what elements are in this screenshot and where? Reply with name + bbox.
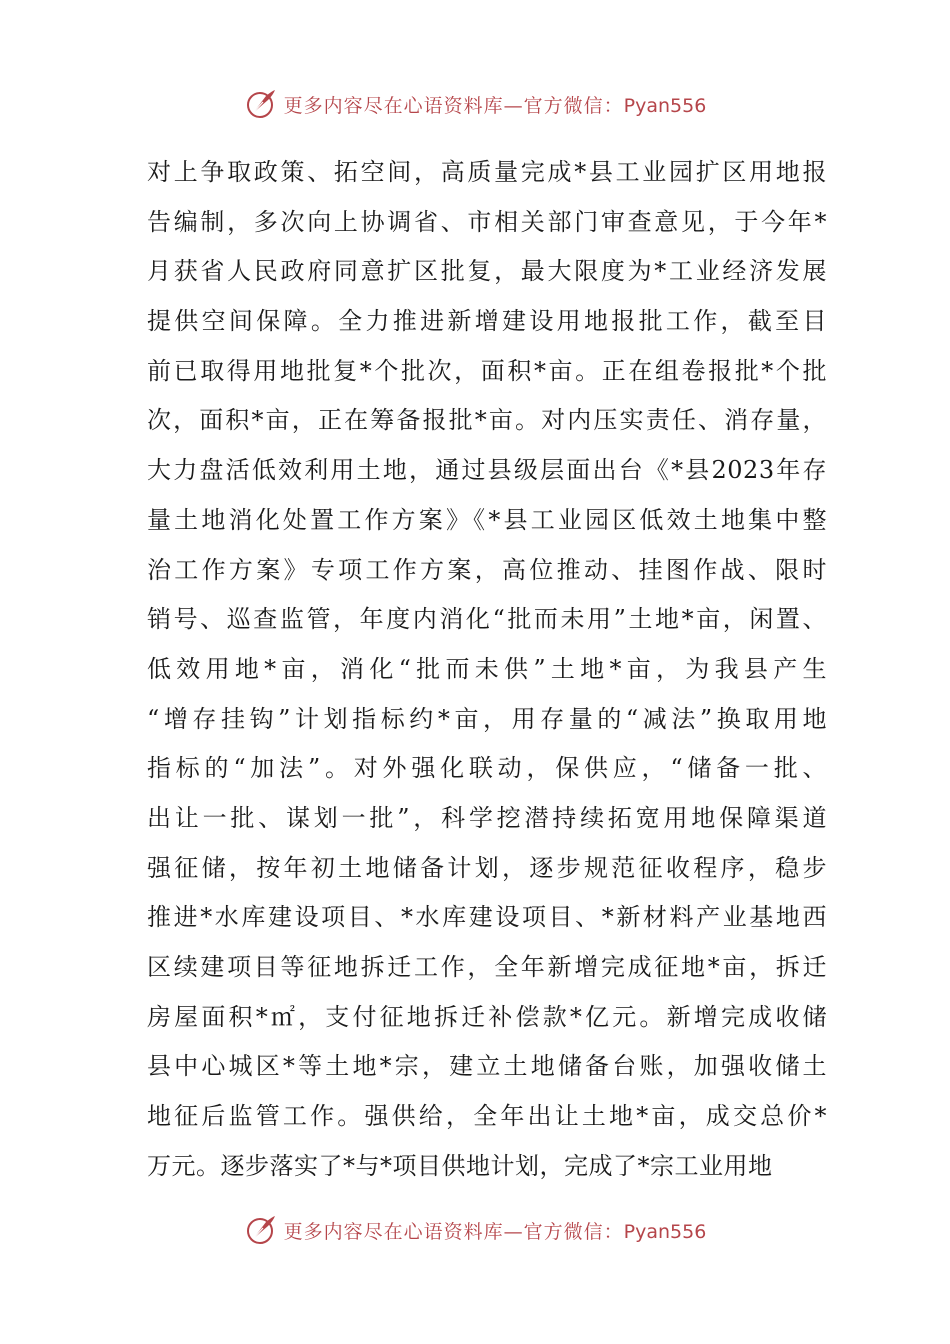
watermark-header xyxy=(0,84,950,124)
text-line: 指标的“加法”。对外强化联动，保供应，“储备一批、 xyxy=(147,754,827,783)
text-line: 强征储，按年初土地储备计划，逐步规范征收程序，稳步 xyxy=(147,853,827,882)
text-line: 推进*水库建设项目、*水库建设项目、*新材料产业基地西 xyxy=(147,903,827,932)
watermark-footer xyxy=(0,1210,950,1250)
text-line: 次，面积*亩，正在筹备报批*亩。对内压实责任、消存量， xyxy=(147,406,827,435)
text-line: 提供空间保障。全力推进新增建设用地报批工作，截至目 xyxy=(147,307,827,336)
pen-feather-circle-icon xyxy=(244,1213,278,1247)
text-line: “增存挂钩”计划指标约*亩，用存量的“减法”换取用地 xyxy=(147,704,827,733)
text-line: 月获省人民政府同意扩区批复，最大限度为*工业经济发展 xyxy=(147,257,827,286)
text-line: 治工作方案》专项工作方案，高位推动、挂图作战、限时 xyxy=(147,555,827,584)
text-line: 大力盘活低效利用土地，通过县级层面出台《*县2023年存 xyxy=(147,456,827,485)
text-line: 万元。逐步落实了*与*项目供地计划，完成了*宗工业用地 xyxy=(147,1151,773,1180)
text-line: 告编制，多次向上协调省、市相关部门审查意见，于今年* xyxy=(147,207,827,236)
text-line: 地征后监管工作。强供给，全年出让土地*亩，成交总价* xyxy=(147,1102,827,1131)
pen-feather-circle-icon xyxy=(244,87,278,121)
document-body xyxy=(147,148,827,1191)
text-line: 出让一批、谋划一批”，科学挖潜持续拓宽用地保障渠道 xyxy=(147,803,827,832)
text-line: 销号、巡查监管，年度内消化“批而未用”土地*亩，闲置、 xyxy=(147,605,827,634)
text-line: 区续建项目等征地拆迁工作，全年新增完成征地*亩，拆迁 xyxy=(147,953,827,981)
text-line: 房屋面积*㎡，支付征地拆迁补偿款*亿元。新增完成收储 xyxy=(147,1002,827,1031)
text-line: 县中心城区*等土地*宗，建立土地储备台账，加强收储土 xyxy=(147,1052,827,1081)
watermark-text: 更多内容尽在心语资料库—官方微信：Pyan556 xyxy=(283,94,707,117)
text-line: 对上争取政策、拓空间，高质量完成*县工业园扩区用地报 xyxy=(147,158,827,186)
text-line: 前已取得用地批复*个批次，面积*亩。正在组卷报批*个批 xyxy=(147,356,827,385)
text-line: 量土地消化处置工作方案》《*县工业园区低效土地集中整 xyxy=(147,505,827,534)
text-line: 低效用地*亩，消化“批而未供”土地*亩，为我县产生 xyxy=(147,654,827,683)
watermark-text: 更多内容尽在心语资料库—官方微信：Pyan556 xyxy=(283,1220,707,1243)
